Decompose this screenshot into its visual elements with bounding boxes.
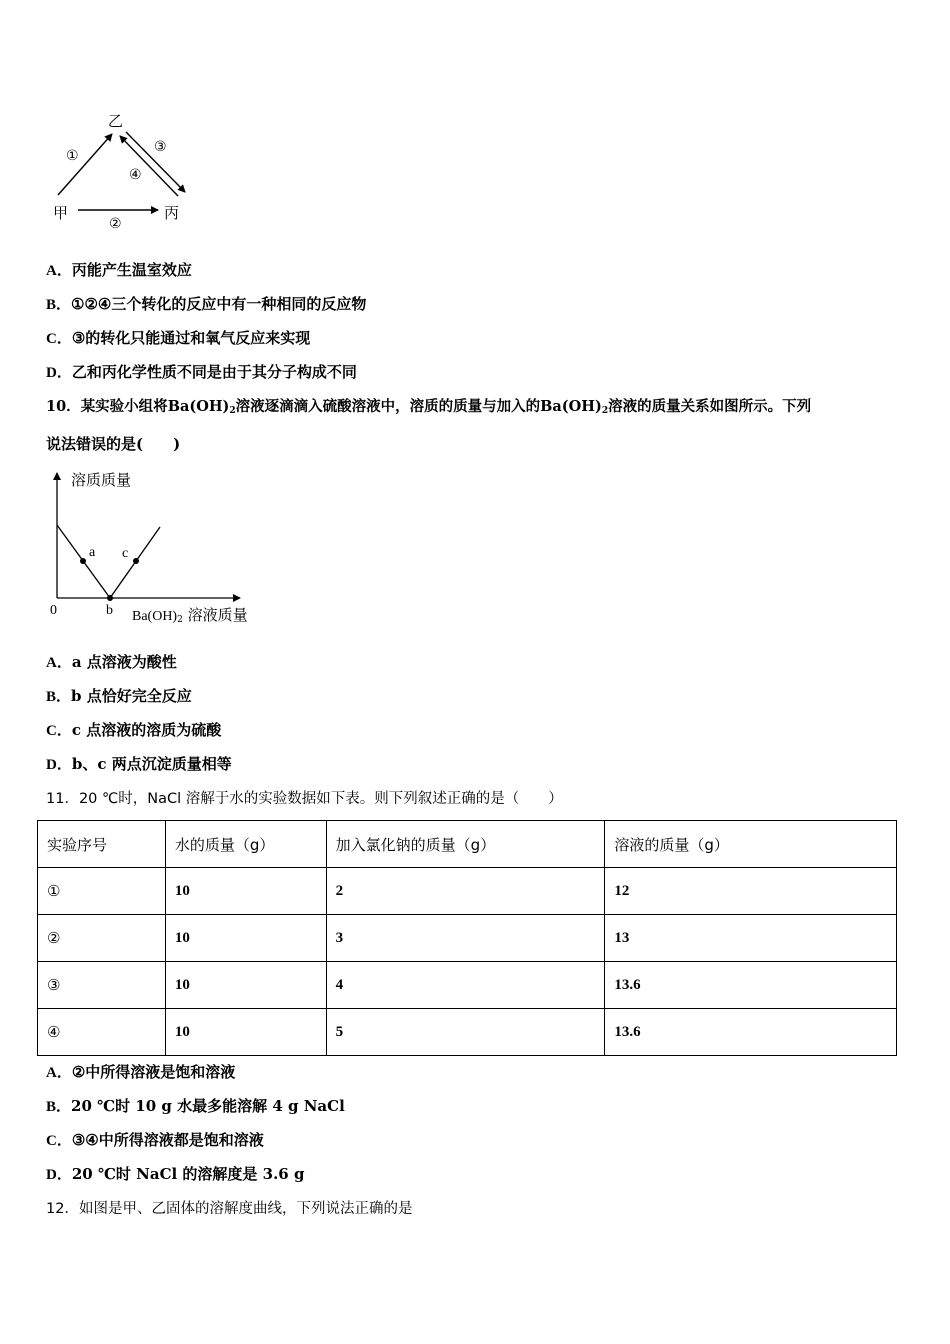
- label-arrow-1: ①: [66, 148, 79, 164]
- table-row: [38, 962, 897, 1009]
- q11-stem: 11．20 ℃时，NaCl 溶解于水的实验数据如下表。则下列叙述正确的是（ ）: [46, 791, 563, 807]
- table-cell: 13.6: [605, 1009, 897, 1056]
- node-yi: 乙: [108, 112, 124, 130]
- q11-option-c: C．③④中所得溶液都是饱和溶液: [46, 1131, 264, 1149]
- point-c: [133, 558, 139, 564]
- table-cell: 13: [605, 915, 897, 962]
- q9-option-b: B．①②④三个转化的反应中有一种相同的反应物: [46, 295, 367, 313]
- q10-stem-line2: 说法错误的是( ): [46, 435, 181, 453]
- q11-option-b: B．20 ℃时 10 g 水最多能溶解 4 g NaCl: [46, 1097, 345, 1115]
- table-cell: 5: [326, 1009, 605, 1056]
- q10-stem-line1: 10．某实验小组将$Ba(OH)_2$溶液逐滴滴入硫酸溶液中，溶质的质量与加入的$Ba(OH)_2$溶液的质量关系如图所示。下列: [46, 398, 812, 416]
- graph-y-label: 溶质质量: [71, 471, 132, 489]
- table-cell: 10: [165, 868, 326, 915]
- graph-label-c: c: [122, 546, 129, 561]
- q9-option-c: C．③的转化只能通过和氧气反应来实现: [46, 329, 311, 347]
- table-header-row: [38, 821, 897, 868]
- table-cell: 10: [165, 962, 326, 1009]
- q9-option-a: A．丙能产生温室效应: [46, 261, 192, 279]
- q10-option-d: D．b、c 两点沉淀质量相等: [46, 755, 232, 773]
- point-b: [107, 595, 113, 601]
- node-jia: 甲: [53, 204, 69, 222]
- q9-option-d: D．乙和丙化学性质不同是由于其分子构成不同: [46, 363, 357, 381]
- table-row: [38, 1009, 897, 1056]
- table-cell: 12: [605, 868, 897, 915]
- graph-label-b: b: [106, 603, 113, 618]
- table-cell: ④: [38, 1009, 166, 1056]
- q11-data-table: [37, 820, 897, 1056]
- arrow-jia-to-yi: [58, 134, 112, 195]
- q11-option-a: A．②中所得溶液是饱和溶液: [46, 1063, 236, 1081]
- table-row: [38, 915, 897, 962]
- table-cell: ②: [38, 915, 166, 962]
- label-arrow-4: ④: [129, 167, 142, 183]
- table-cell: 2: [326, 868, 605, 915]
- q11-option-d: D．20 ℃时 NaCl 的溶解度是 3.6 g: [46, 1165, 305, 1183]
- table-header-cell: 实验序号: [38, 821, 166, 868]
- table-header-cell: 水的质量（g）: [165, 821, 326, 868]
- table-row: [38, 868, 897, 915]
- table-cell: 3: [326, 915, 605, 962]
- graph-x-label: $Ba(OH)_2$ 溶液质量: [132, 606, 248, 625]
- q10-option-c: C．c 点溶液的溶质为硫酸: [46, 721, 222, 739]
- table-cell: ③: [38, 962, 166, 1009]
- table-cell: 10: [165, 1009, 326, 1056]
- solute-curve: [57, 525, 160, 598]
- table-header-cell: 溶液的质量（g）: [605, 821, 897, 868]
- table-header-cell: 加入氯化钠的质量（g）: [326, 821, 605, 868]
- label-arrow-2: ②: [109, 216, 122, 232]
- arrow-bing-to-yi: [120, 136, 178, 196]
- table-cell: 13.6: [605, 962, 897, 1009]
- graph-label-a: a: [89, 545, 96, 560]
- table-cell: 10: [165, 915, 326, 962]
- q10-option-a: A．a 点溶液为酸性: [46, 653, 177, 671]
- table-cell: ①: [38, 868, 166, 915]
- table-cell: 4: [326, 962, 605, 1009]
- q10-option-b: B．b 点恰好完全反应: [46, 687, 192, 705]
- graph-origin: 0: [50, 603, 57, 618]
- q12-stem: 12．如图是甲、乙固体的溶解度曲线，下列说法正确的是: [46, 1201, 413, 1217]
- point-a: [80, 558, 86, 564]
- label-arrow-3: ③: [154, 139, 167, 155]
- node-bing: 丙: [164, 204, 180, 222]
